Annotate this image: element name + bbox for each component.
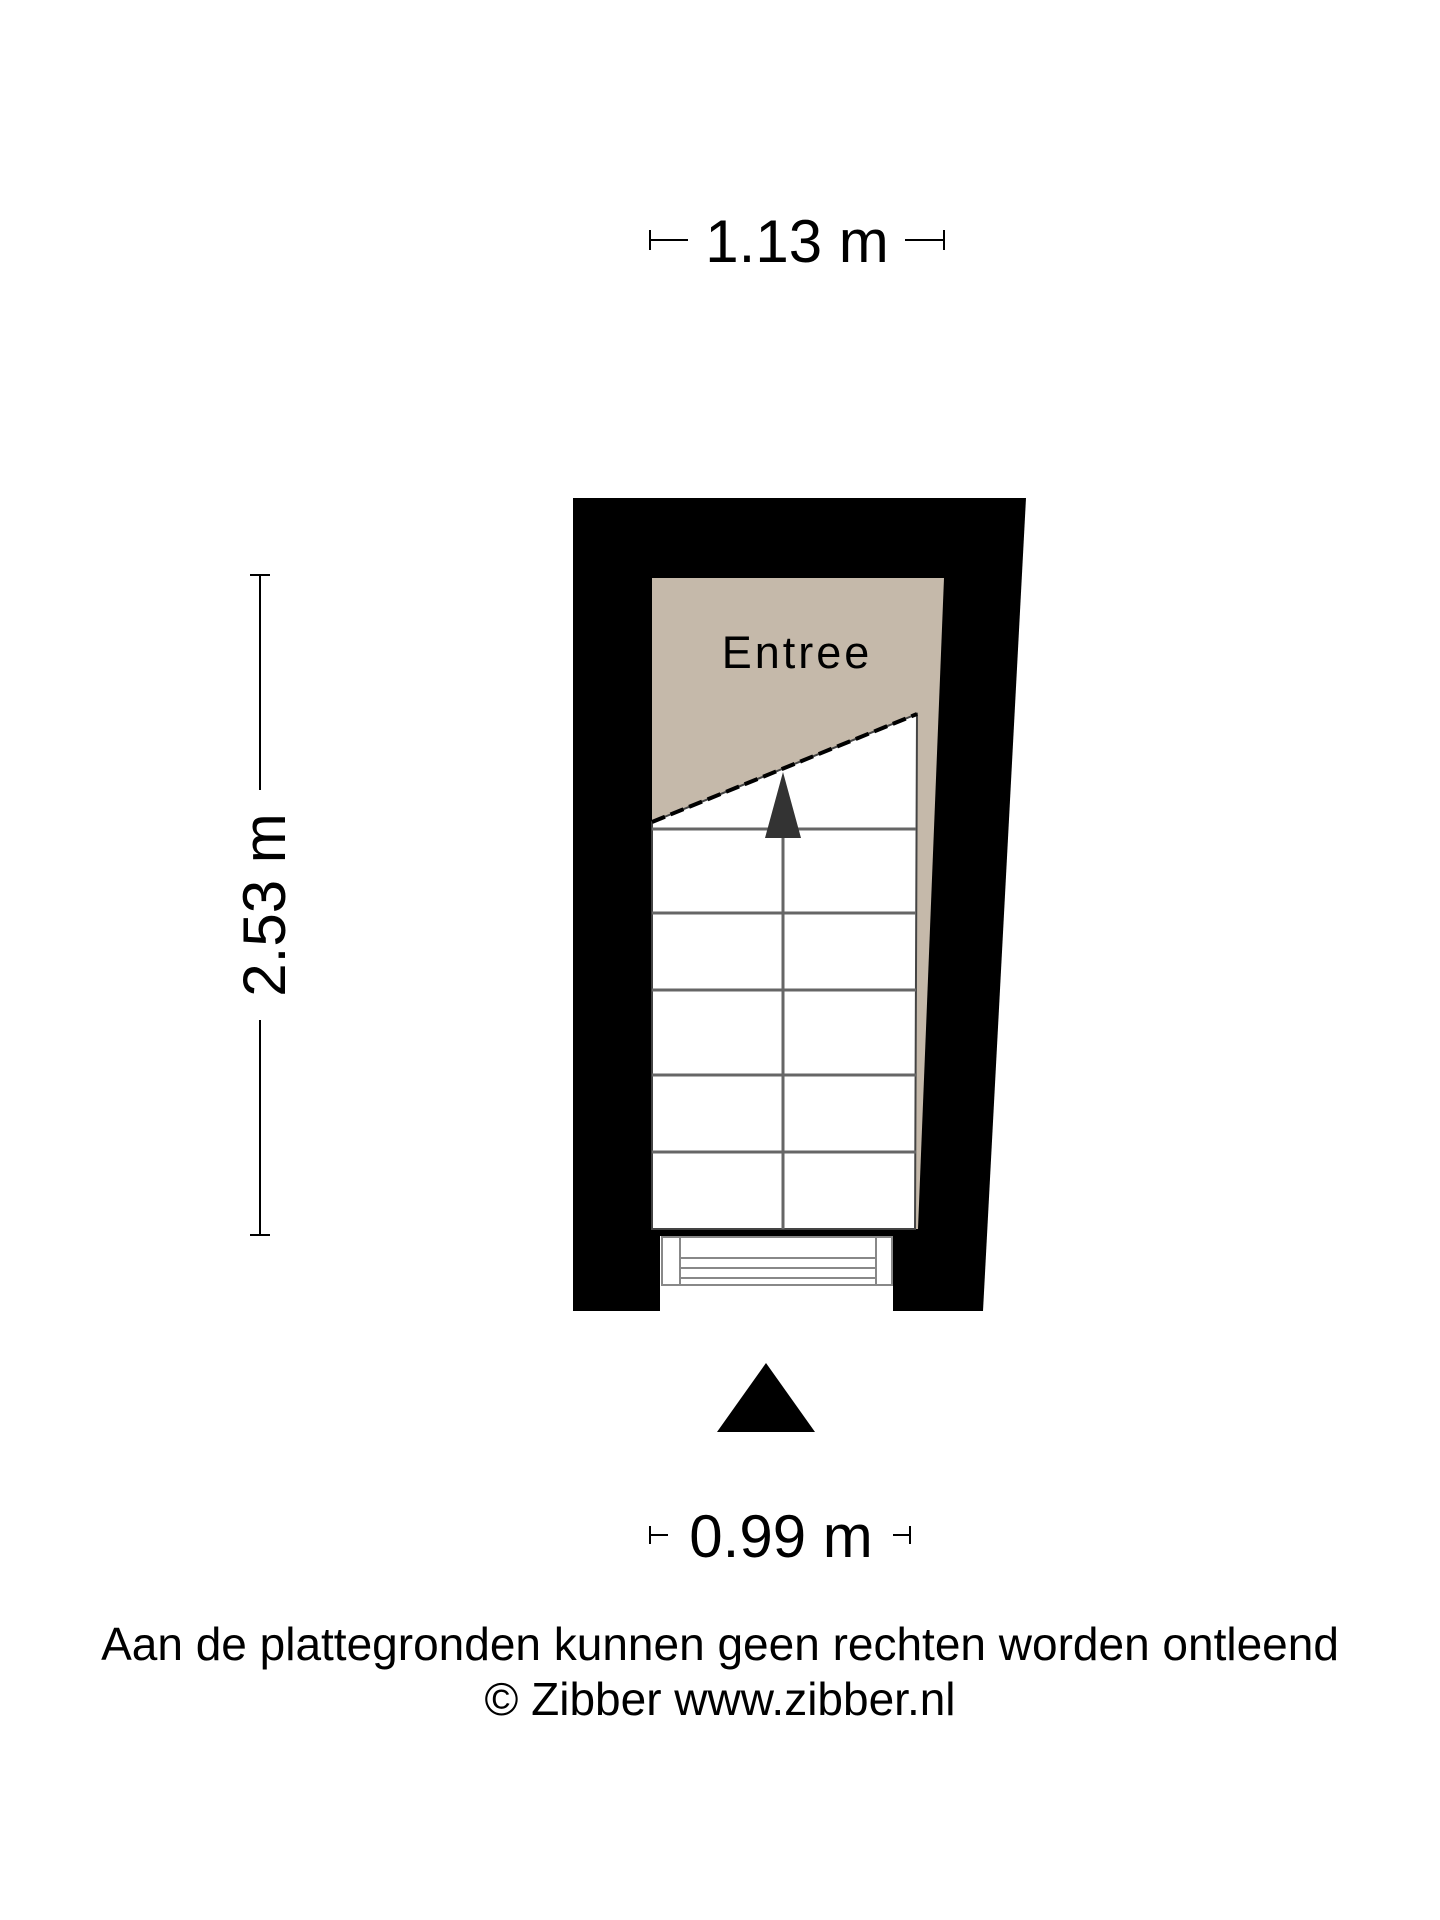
front-door [660, 1236, 893, 1311]
copyright-text: © Zibber www.zibber.nl [484, 1673, 956, 1725]
top-dimension-label: 1.13 m [705, 208, 889, 275]
bottom-dimension-label: 0.99 m [689, 1503, 873, 1570]
disclaimer-text: Aan de plattegronden kunnen geen rechten worden ontleend [101, 1618, 1339, 1670]
side-dimension [231, 575, 298, 1235]
side-dimension-label: 2.53 m [231, 813, 298, 997]
top-dimension [650, 208, 944, 275]
room-label-entree: Entree [721, 627, 873, 678]
entrance-triangle-icon [717, 1363, 815, 1432]
bottom-dimension [650, 1503, 910, 1570]
